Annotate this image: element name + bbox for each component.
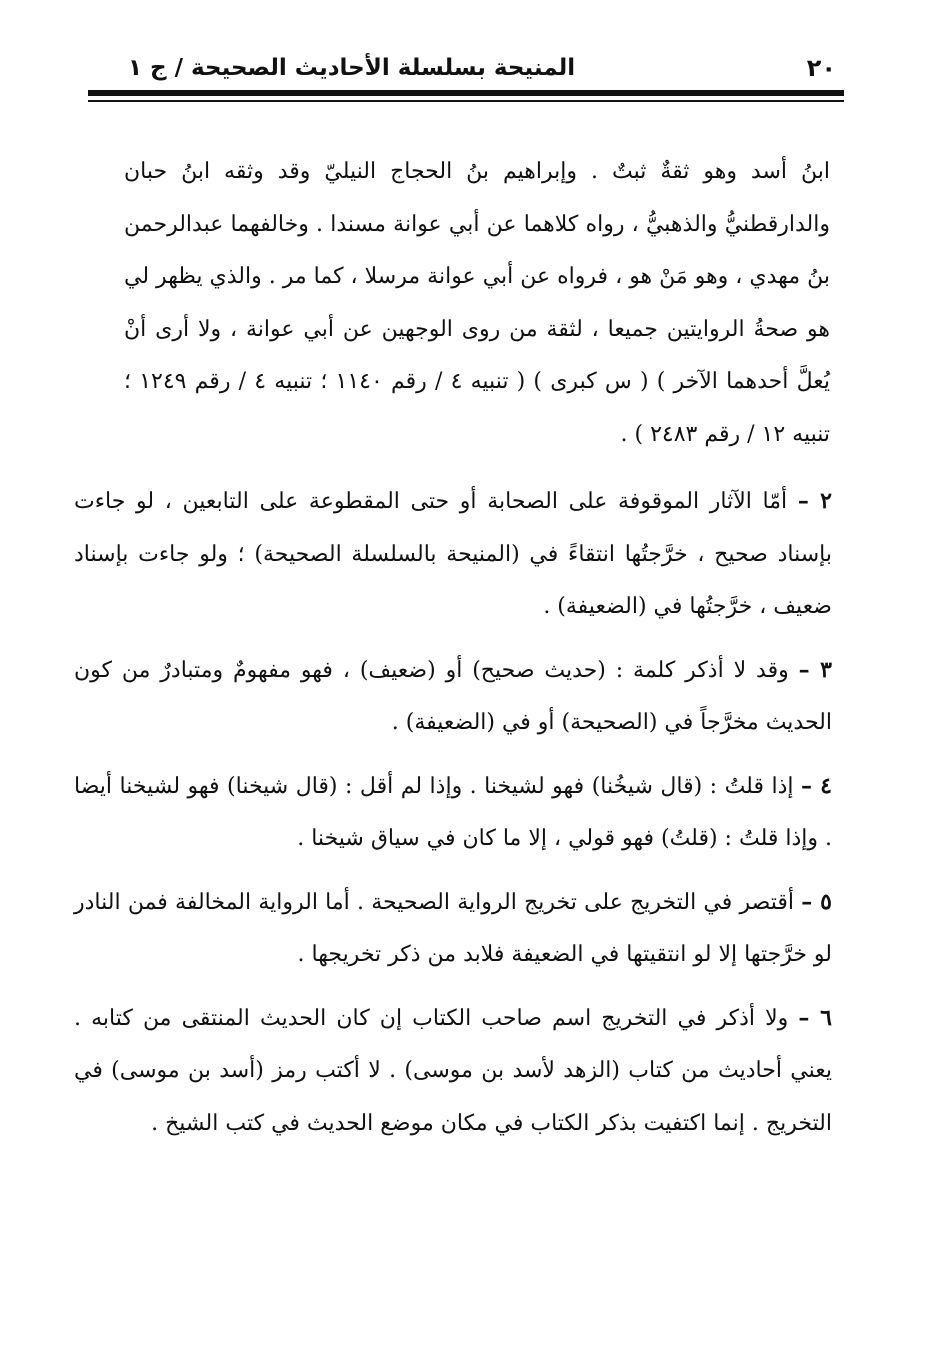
item-text: ولا أذكر في التخريج اسم صاحب الكتاب إن كان الحديث المنتقى من كتابه . يعني أحاديث من كتاب (الزهد لأسد بن موسى) . لا أكتب رمز (أسد بن موسى) في التخريج . إنما اكتفيت بذكر الكتاب في مكان موضع الحديث في كتب الشيخ . — [74, 1005, 832, 1136]
list-item-6 — [74, 992, 832, 1151]
running-title: المنيحة بسلسلة الأحاديث الصحيحة / ج ١ — [128, 55, 576, 81]
list-item-2 — [74, 475, 832, 634]
item-text: وقد لا أذكر كلمة : (حديث صحيح) أو (ضعيف) ، فهو مفهومٌ ومتبادرٌ من كون الحديث مخرَّجاً في (الصحيحة) أو في (الضعيفة) . — [74, 657, 832, 735]
item-number: ٦ – — [798, 1004, 832, 1031]
intro-paragraph: ابنُ أسد وهو ثقةٌ ثبتٌ . وإبراهيم بنُ الحجاج النيليّ وقد وثقه ابنُ حبان والدارقطنيُّ والذهبيُّ ، رواه كلاهما عن أبي عوانة مسندا . وخالفهما عبدالرحمن بنُ مهدي ، وهو مَنْ هو ، فرواه عن أبي عوانة مرسلا ، كما مر . والذي يظهر لي هو صحةُ الروايتين جميعا ، لثقة من روى الوجهين عن أبي عوانة ، ولا أرى أنْ يُعلَّ أحدهما الآخر ) ( س كبرى ) ( تنبيه ٤ / رقم ١١٤٠ ؛ تنبيه ٤ / رقم ١٢٤٩ ؛ تنبيه ١٢ / رقم ٢٤٨٣ ) . — [124, 159, 830, 447]
item-text: إذا قلتُ : (قال شيخُنا) فهو لشيخنا . وإذا لم أقل : (قال شيخنا) فهو لشيخنا أيضا . وإذا قلتُ : (قلتُ) فهو قولي ، إلا ما كان في سياق شيخنا . — [74, 773, 832, 851]
header-rule-thick — [88, 90, 844, 96]
item-number: ٥ – — [801, 888, 832, 915]
item-text: أمّا الآثار الموقوفة على الصحابة أو حتى المقطوعة على التابعين ، لو جاءت بإسناد صحيح ، خرَّجتُها انتقاءً في (المنيحة بالسلسلة الصحيحة) ؛ ولو جاءت بإسناد ضعيف ، خرَّجتُها في (الضعيفة) . — [74, 489, 832, 619]
list-item-3 — [74, 644, 832, 750]
item-number: ٤ – — [801, 772, 832, 799]
list-item-4 — [74, 760, 832, 866]
page-number: ٢٠ — [806, 54, 836, 82]
item-number: ٢ – — [797, 488, 832, 514]
list-item-5 — [74, 876, 832, 982]
running-header — [88, 44, 844, 88]
body-text — [74, 146, 832, 1150]
item-number: ٣ – — [798, 656, 832, 683]
header-rule-thin — [88, 100, 844, 102]
item-text: أقتصر في التخريج على تخريج الرواية الصحيحة . أما الرواية المخالفة فمن النادر لو خرَّجتها إلا لو انتقيتها في الضعيفة فلابد من ذكر تخريجها . — [74, 889, 832, 967]
